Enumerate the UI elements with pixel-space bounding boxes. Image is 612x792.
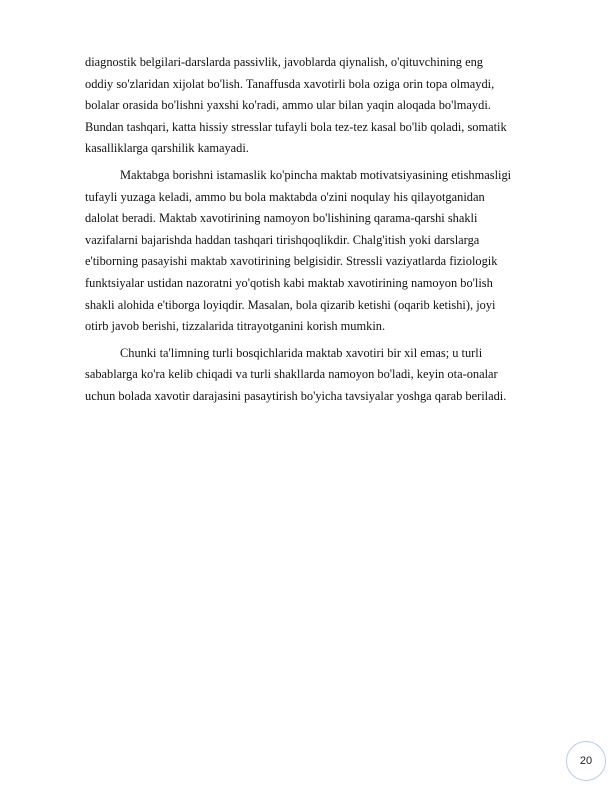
text-line: Bundan tashqari, katta hissiy stresslar tufayli bola tez-tez kasal bo'lib qoladi, somatik [85, 119, 507, 134]
text-line-first-indented: Chunki ta'limning turli bosqichlarida maktab xavotiri bir xil emas; u turli [120, 345, 483, 360]
text-line: otirb javob berishi, tizzalarida titrayotganini korish mumkin. [85, 319, 386, 334]
paragraph-2 [85, 165, 565, 338]
text-line: vazifalarni bajarishda haddan tashqari tirishqoqlikdir. Chalg'itish yoki darslarga [85, 232, 480, 247]
text-line: tufayli yuzaga keladi, ammo bu bola maktabda o'zini noqulay his qilayotganidan [85, 189, 485, 204]
page-number-badge [566, 741, 606, 781]
text-line: oddiy so'zlaridan xijolat bo'lish. Tanaffusda xavotirli bola oziga orin topa olmaydi, [85, 76, 495, 91]
text-line: dalolat beradi. Maktab xavotirining namoyon bo'lishining qarama-qarshi shakli [85, 211, 478, 226]
paragraph-1 [85, 52, 565, 160]
paragraph-3 [85, 343, 565, 408]
document-body [85, 52, 565, 408]
text-line: sabablarga ko'ra kelib chiqadi va turli shakllarda namoyon bo'ladi, keyin ota-onalar [85, 367, 498, 382]
text-line: kasalliklarga qarshilik kamayadi. [85, 141, 249, 156]
text-line: funktsiyalar ustidan nazoratni yo'qotish kabi maktab xavotirining namoyon bo'lish [85, 275, 493, 290]
page-number: 20 [579, 755, 593, 767]
text-line: e'tiborning pasayishi maktab xavotirining belgisidir. Stressli vaziyatlarda fiziologik [85, 254, 498, 269]
text-line: bolalar orasida bo'lishni yaxshi ko'radi, ammo ular bilan yaqin aloqada bo'lmaydi. [85, 98, 491, 113]
text-line: uchun bolada xavotir darajasini pasaytirish bo'yicha tavsiyalar yoshga qarab beriladi. [85, 388, 507, 403]
text-line-first-indented: Maktabga borishni istamaslik ko'pincha maktab motivatsiyasining etishmasligi [120, 167, 512, 182]
text-line: diagnostik belgilari-darslarda passivlik, javoblarda qiynalish, o'qituvchining eng [85, 55, 483, 69]
text-line: shakli alohida e'tiborga loyiqdir. Masalan, bola qizarib ketishi (oqarib ketishi), joyi [85, 297, 496, 312]
